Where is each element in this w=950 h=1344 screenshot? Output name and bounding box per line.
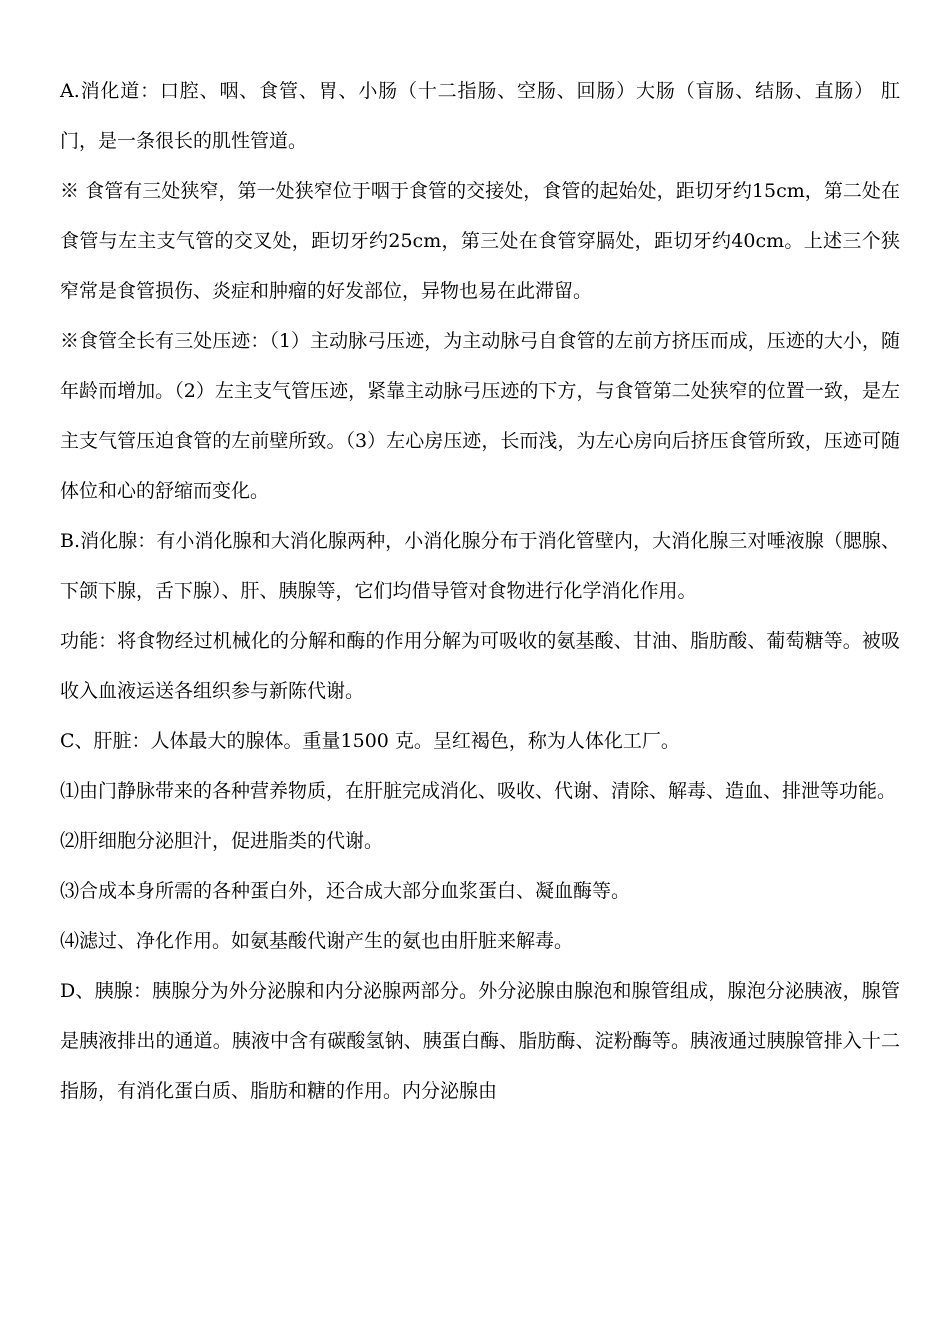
paragraph-function: 功能：将食物经过机械化的分解和酶的作用分解为可吸收的氨基酸、甘油、脂肪酸、葡萄糖等。被吸收入血液运送各组织参与新陈代谢。 [60,630,900,702]
paragraph-liver-item-2: ⑵肝细胞分泌胆汁，促进脂类的代谢。 [60,830,384,852]
paragraph-digestive-glands: B.消化腺：有小消化腺和大消化腺两种，小消化腺分布于消化管壁内，大消化腺三对唾液腺（腮腺、下颌下腺，舌下腺）、肝、胰腺等，它们均借导管对食物进行化学消化作用。 [60,530,900,602]
paragraph-esophagus-impressions: ※食管全长有三处压迹：（1）主动脉弓压迹，为主动脉弓自食管的左前方挤压而成，压迹的大小，随年龄而增加。（2）左主支气管压迹，紧靠主动脉弓压迹的下方，与食管第二处狭窄的位置一致，是左主支气管压迫食管的左前壁所致。（3）左心房压迹，长而浅，为左心房向后挤压食管所致，压迹可随体位和心的舒缩而变化。 [60,330,900,502]
document-page [60,66,900,1116]
paragraph-esophagus-narrowings: ※ 食管有三处狭窄，第一处狭窄位于咽于食管的交接处，食管的起始处，距切牙约15cm，第二处在食管与左主支气管的交叉处，距切牙约25cm，第三处在食管穿膈处，距切牙约40cm。上述三个狭窄常是食管损伤、炎症和肿瘤的好发部位，异物也易在此滞留。 [60,180,900,302]
paragraph-pancreas: D、胰腺：胰腺分为外分泌腺和内分泌腺两部分。外分泌腺由腺泡和腺管组成，腺泡分泌胰液，腺管是胰液排出的通道。胰液中含有碳酸氢钠、胰蛋白酶、脂肪酶、淀粉酶等。胰液通过胰腺管排入十二指肠，有消化蛋白质、脂肪和糖的作用。内分泌腺由 [60,980,900,1102]
paragraph-liver-item-3: ⑶合成本身所需的各种蛋白外，还合成大部分血浆蛋白、凝血酶等。 [60,880,631,902]
paragraph-liver: C、肝脏：人体最大的腺体。重量1500 克。呈红褐色，称为人体化工厂。 [60,730,680,752]
paragraph-liver-item-4: ⑷滤过、净化作用。如氨基酸代谢产生的氨也由肝脏来解毒。 [60,930,574,952]
paragraph-digestive-tract: A.消化道：口腔、咽、食管、胃、小肠（十二指肠、空肠、回肠）大肠（盲肠、结肠、直肠） 肛门，是一条很长的肌性管道。 [60,80,900,152]
paragraph-liver-item-1: ⑴由门静脉带来的各种营养物质，在肝脏完成消化、吸收、代谢、清除、解毒、造血、排泄等功能。 [60,780,897,802]
